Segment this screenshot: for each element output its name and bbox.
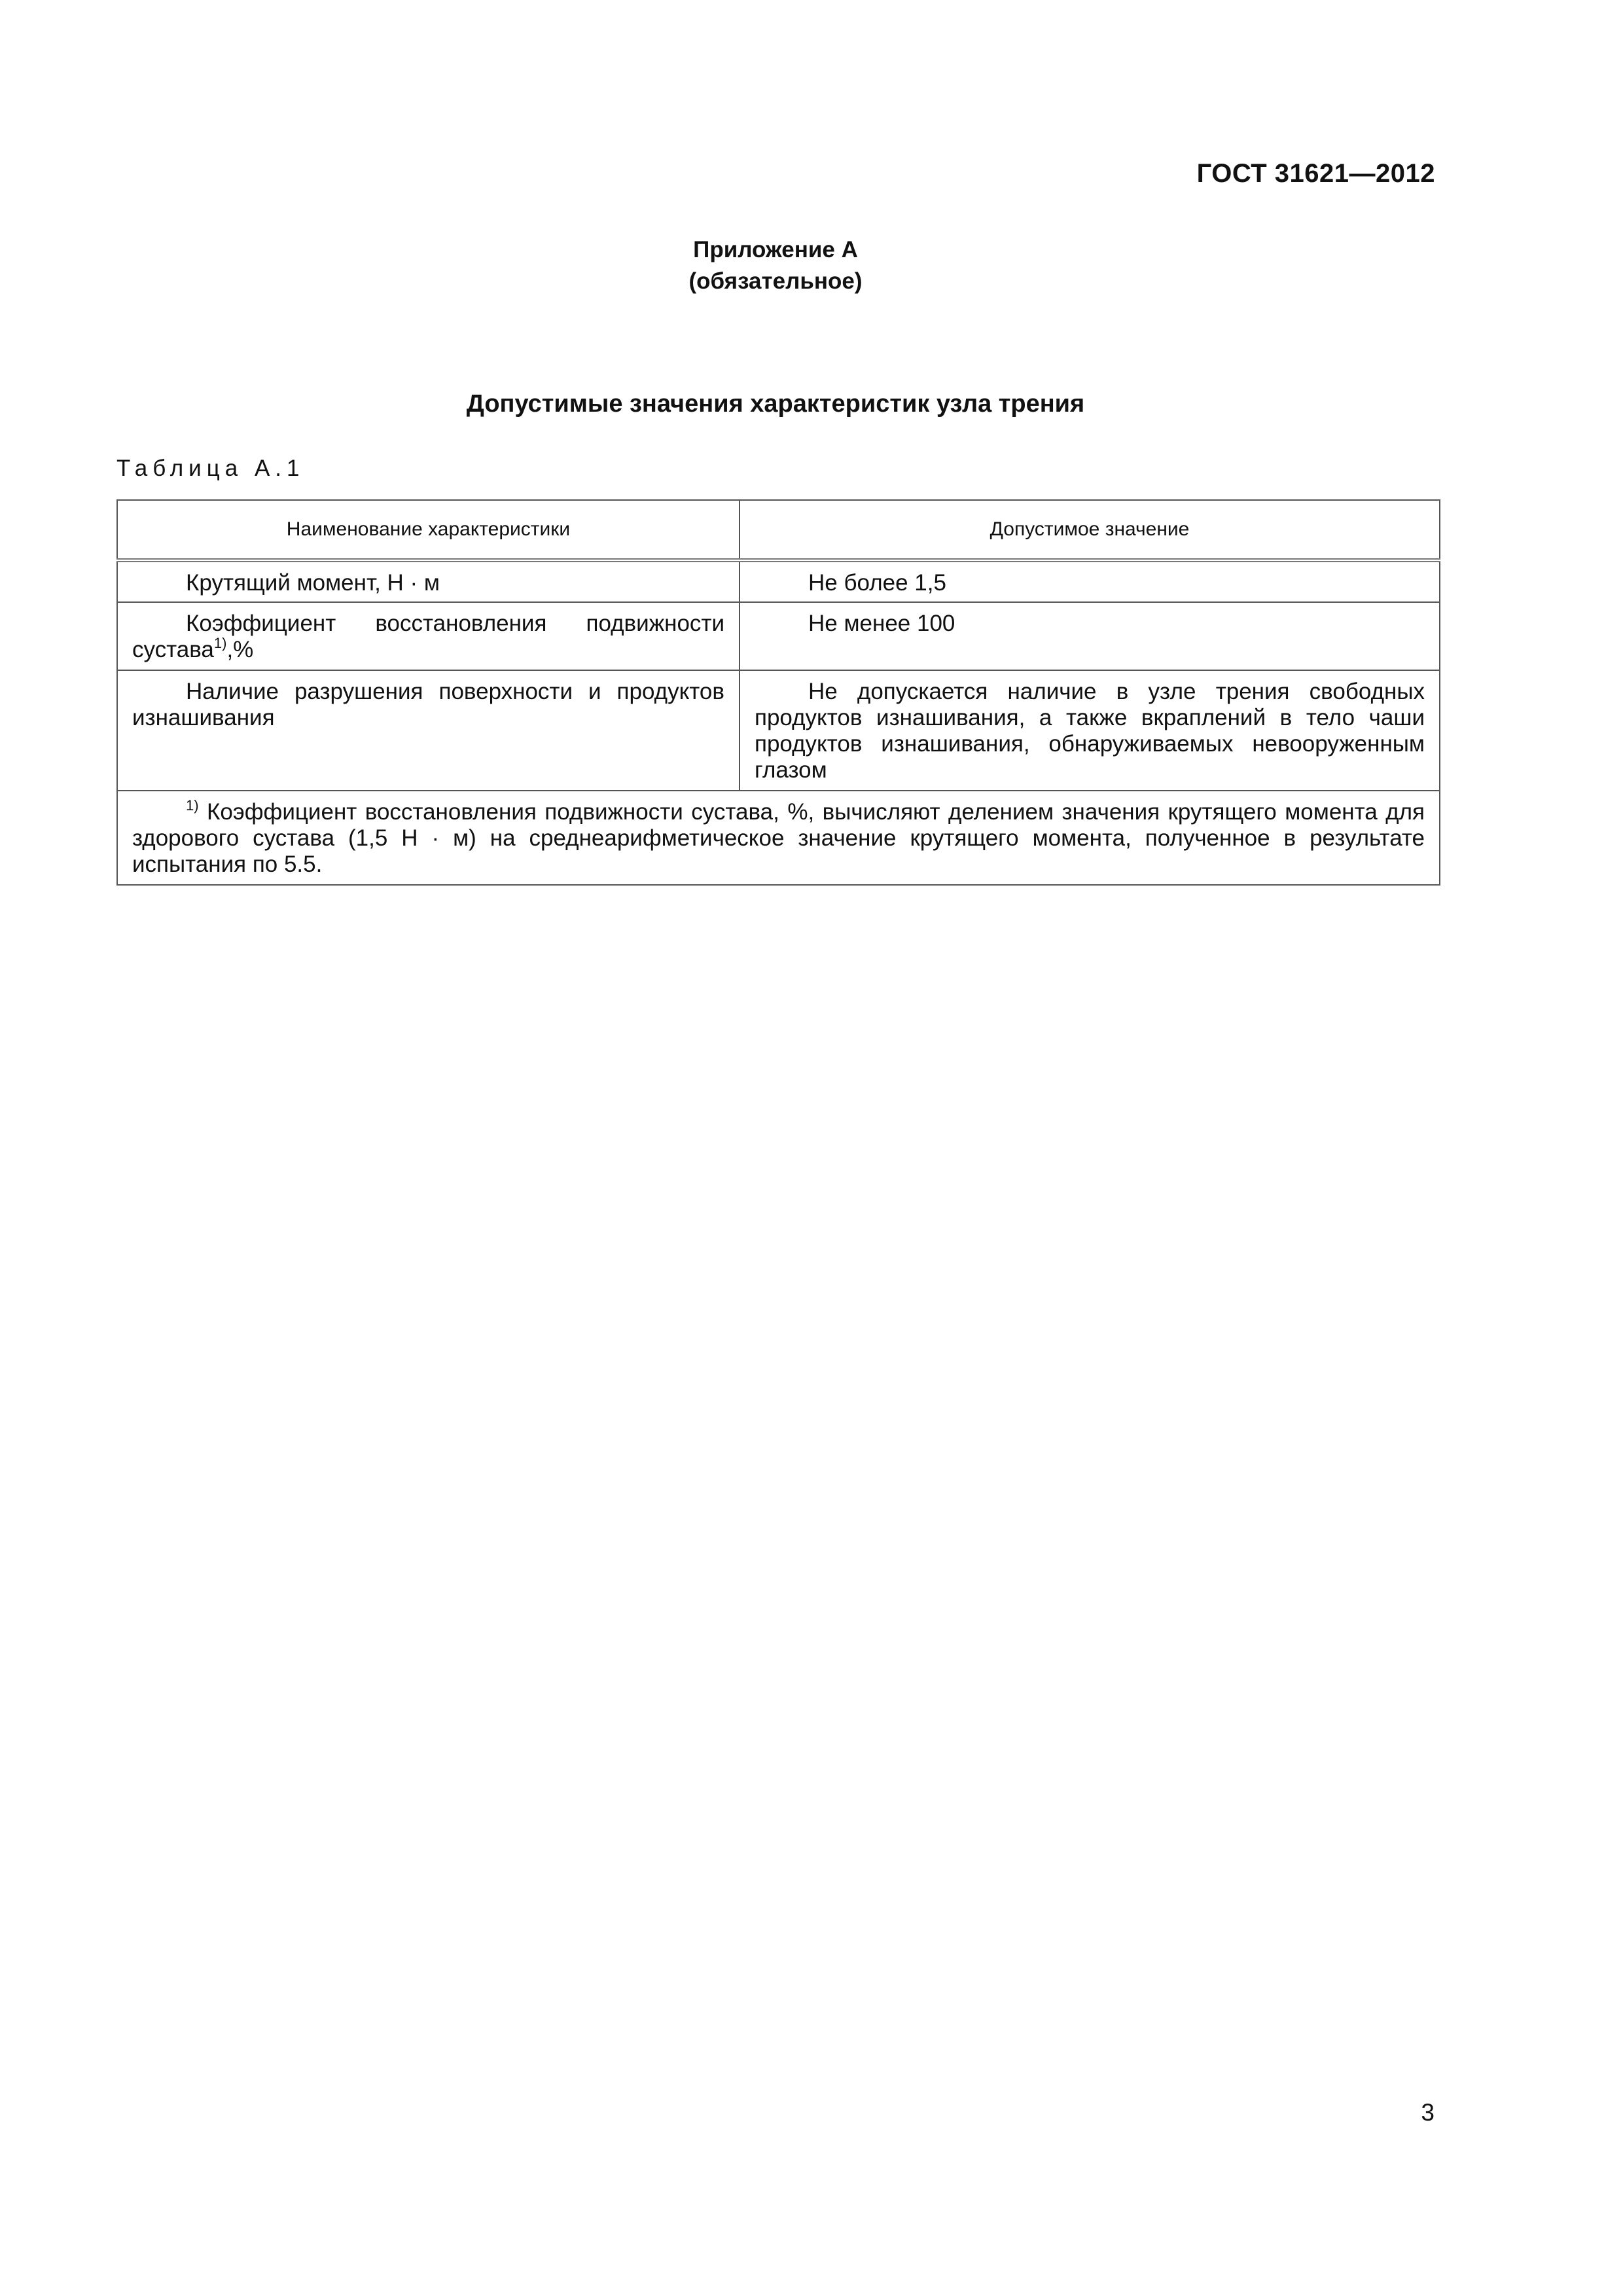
table-caption: Таблица А.1 <box>116 456 305 481</box>
allowed-value-cell <box>740 670 1440 791</box>
table-row <box>117 670 1440 791</box>
characteristic-name-cell <box>117 602 740 670</box>
table-header-row <box>117 500 1440 560</box>
footnote-text: Коэффициент восстановления подвижности сустава, %, вычисляют делением значения крутящего момента для здорового сустава (1,5 Н · м) на среднеарифметическое значение крутящего момента, полученное в результате испытания по 5.5. <box>132 799 1425 877</box>
characteristic-unit: ,% <box>226 637 254 662</box>
characteristic-name-cell <box>117 560 740 602</box>
appendix-heading <box>0 234 1551 297</box>
allowed-value: Не более 1,5 <box>808 570 946 596</box>
characteristic-name: Наличие разрушения поверхности и продуктов изнашивания <box>132 679 724 730</box>
characteristics-table <box>116 499 1440 886</box>
table-footnote-row <box>117 791 1440 885</box>
table-row <box>117 560 1440 602</box>
characteristic-name-cell <box>117 670 740 791</box>
column-header-name: Наименование характеристики <box>117 500 740 560</box>
appendix-title: Приложение А <box>693 237 858 262</box>
footnote-marker: 1) <box>186 797 199 814</box>
allowed-value: Не менее 100 <box>808 611 955 636</box>
table-row <box>117 602 1440 670</box>
table-footnote <box>117 791 1440 885</box>
column-header-value: Допустимое значение <box>740 500 1440 560</box>
section-title: Допустимые значения характеристик узла трения <box>466 390 1085 418</box>
footnote-ref: 1) <box>213 635 227 651</box>
page-number: 3 <box>1421 2099 1435 2126</box>
characteristic-name: Коэффициент восстановления подвижности сустава <box>132 611 724 662</box>
allowed-value: Не допускается наличие в узле трения свободных продуктов изнашивания, а также вкраплений в тело чаши продуктов изнашивания, обнаруживаемых невооруженным глазом <box>755 679 1425 783</box>
appendix-status: (обязательное) <box>688 268 863 294</box>
allowed-value-cell <box>740 560 1440 602</box>
document-code: ГОСТ 31621—2012 <box>1196 159 1435 188</box>
characteristic-name: Крутящий момент, Н · м <box>186 570 440 596</box>
allowed-value-cell <box>740 602 1440 670</box>
